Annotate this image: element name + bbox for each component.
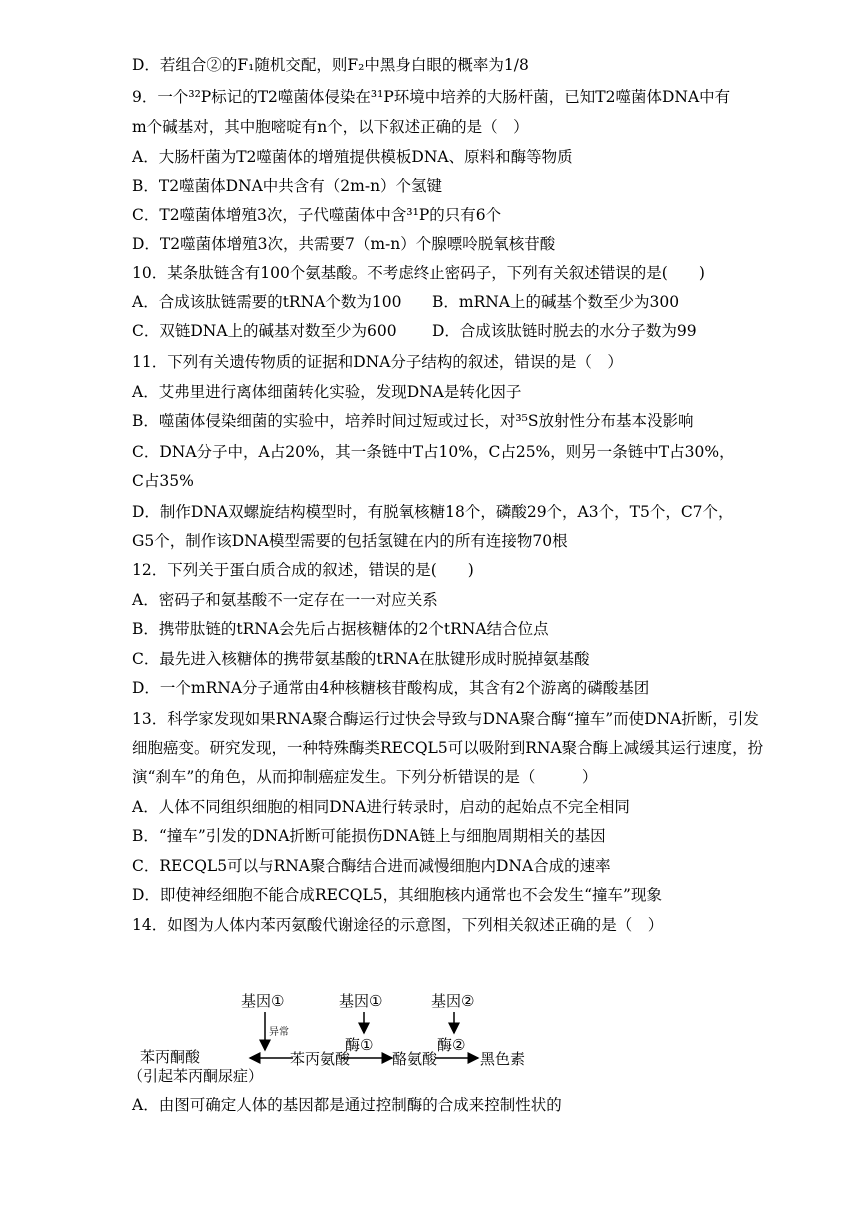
q9-option-c: C．T2噬菌体增殖3次，子代噬菌体中含³¹P的只有6个: [132, 206, 502, 224]
q9-option-b: B．T2噬菌体DNA中共含有（2m-n）个氢键: [132, 177, 443, 195]
q11-option-b: B．噬菌体侵染细菌的实验中，培养时间过短或过长，对³⁵S放射性分布基本没影响: [132, 412, 694, 430]
option-d-q8: D．若组合②的F₁随机交配，则F₂中黑身白眼的概率为1/8: [132, 56, 529, 74]
q9-option-d: D．T2噬菌体增殖3次，共需要7（m-n）个腺嘌呤脱氧核苷酸: [132, 235, 556, 253]
abnormal-label: 异常: [269, 1027, 289, 1038]
melanin-label: 黑色素: [480, 1050, 526, 1068]
q9-option-a: A．大肠杆菌为T2噬菌体的增殖提供模板DNA、原料和酶等物质: [132, 148, 573, 166]
question-13-line3: 演“刹车”的角色，从而抑制癌症发生。下列分析错误的是（ ）: [132, 768, 598, 786]
question-9-line2: m个碱基对，其中胞嘧啶有n个，以下叙述正确的是（ ）: [132, 118, 529, 136]
q10-option-a: A．合成该肽链需要的tRNA个数为100: [132, 293, 402, 311]
q11-option-c-line2: C占35%: [132, 472, 194, 490]
q11-option-a: A．艾弗里进行离体细菌转化实验，发现DNA是转化因子: [132, 383, 522, 401]
q12-option-a: A．密码子和氨基酸不一定存在一一对应关系: [132, 591, 438, 609]
enzyme2-label: 酶②: [437, 1036, 466, 1054]
q12-option-b: B．携带肽链的tRNA会先后占据核糖体的2个tRNA结合位点: [132, 620, 549, 638]
q14-option-a: A．由图可确定人体的基因都是通过控制酶的合成来控制性状的: [132, 1096, 562, 1114]
question-14: 14．如图为人体内苯丙氨酸代谢途径的示意图，下列相关叙述正确的是（ ）: [132, 916, 664, 934]
q12-option-d: D．一个mRNA分子通常由4种核糖核苷酸构成，其含有2个游离的磷酸基团: [132, 679, 650, 697]
gene1a-label: 基因①: [241, 992, 285, 1010]
question-13-line2: 细胞癌变。研究发现，一种特殊酶类RECQL5可以吸附到RNA聚合酶上减缓其运行速度，扮: [132, 739, 764, 757]
phenylalanine-metabolism-diagram: [128, 990, 568, 1090]
phenylpyruvate-note: （引起苯丙酮尿症）: [128, 1067, 264, 1085]
q12-option-c: C．最先进入核糖体的携带氨基酸的tRNA在肽键形成时脱掉氨基酸: [132, 650, 590, 668]
gene1b-label: 基因①: [339, 992, 383, 1010]
phenylpyruvate-label: 苯丙酮酸: [140, 1048, 201, 1066]
q10-option-c: C．双链DNA上的碱基对数至少为600: [132, 322, 397, 340]
q10-options-ab: [132, 291, 732, 313]
q10-options-cd: [132, 320, 732, 342]
question-9-line1: 9．一个³²P标记的T2噬菌体侵染在³¹P环境中培养的大肠杆菌，已知T2噬菌体DNA中有: [132, 88, 731, 106]
q10-option-b: B．mRNA上的碱基个数至少为300: [432, 293, 680, 311]
q10-option-d: D．合成该肽链时脱去的水分子数为99: [432, 322, 697, 340]
q13-option-c: C．RECQL5可以与RNA聚合酶结合进而减慢细胞内DNA合成的速率: [132, 857, 611, 875]
question-12: 12．下列关于蛋白质合成的叙述，错误的是( ): [132, 561, 474, 579]
gene2-label: 基因②: [431, 992, 475, 1010]
q13-option-d: D．即使神经细胞不能合成RECQL5，其细胞核内通常也不会发生“撞车”现象: [132, 886, 662, 904]
q13-option-a: A．人体不同组织细胞的相同DNA进行转录时，启动的起始点不完全相同: [132, 798, 630, 816]
q11-option-d-line1: D．制作DNA双螺旋结构模型时，有脱氧核糖18个，磷酸29个，A3个，T5个，C7个，: [132, 503, 734, 521]
enzyme1-label: 酶①: [345, 1036, 374, 1054]
q11-option-c-line1: C．DNA分子中，A占20%，其一条链中T占10%，C占25%，则另一条链中T占30%，: [132, 443, 735, 461]
tyrosine-label: 酪氨酸: [392, 1050, 438, 1068]
phenylalanine-label: 苯丙氨酸: [290, 1050, 351, 1068]
question-11: 11．下列有关遗传物质的证据和DNA分子结构的叙述，错误的是（ ）: [132, 353, 623, 371]
question-13-line1: 13．科学家发现如果RNA聚合酶运行过快会导致与DNA聚合酶“撞车”而使DNA折断，引发: [132, 710, 759, 728]
q11-option-d-line2: G5个，制作该DNA模型需要的包括氢键在内的所有连接物70根: [132, 532, 568, 550]
question-10: 10．某条肽链含有100个氨基酸。不考虑终止密码子，下列有关叙述错误的是( ): [132, 264, 705, 282]
q13-option-b: B．“撞车”引发的DNA折断可能损伤DNA链上与细胞周期相关的基因: [132, 827, 606, 845]
